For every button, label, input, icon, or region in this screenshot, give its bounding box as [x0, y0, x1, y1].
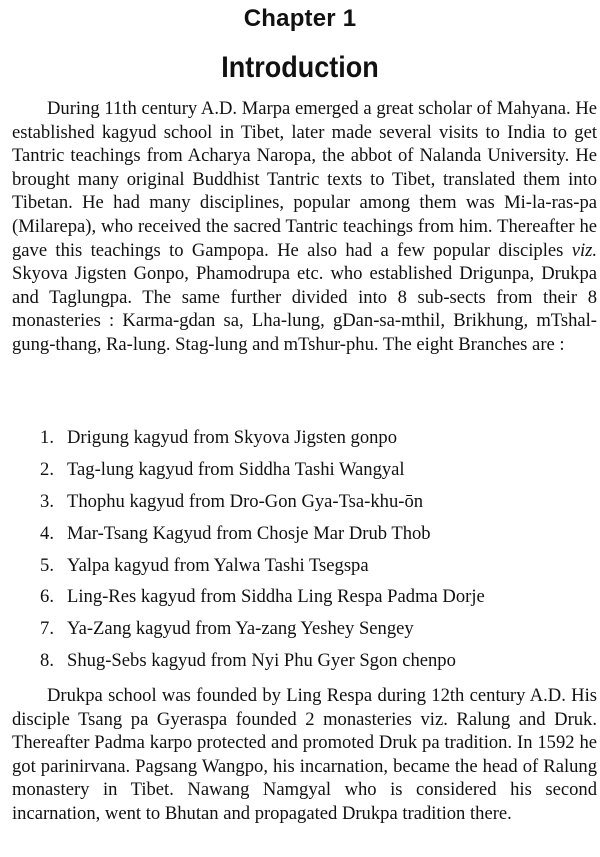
- list-item-text: Ling-Res kagyud from Siddha Ling Respa Padma Dorje: [67, 586, 485, 608]
- list-item: [0, 426, 600, 458]
- list-item-number: 6.: [40, 586, 54, 608]
- list-item: [0, 458, 600, 490]
- list-item-text: Shug-Sebs kagyud from Nyi Phu Gyer Sgon chenpo: [67, 650, 456, 672]
- list-item-number: 4.: [40, 522, 54, 544]
- chapter-number: Chapter 1: [243, 5, 357, 32]
- list-item-number: 5.: [40, 554, 54, 576]
- chapter-title: Introduction: [221, 51, 379, 84]
- drukpa-paragraph: Drukpa school was founded by Ling Respa during 12th century A.D. His disciple Tsang pa Gyeraspa founded 2 monasteries viz. Ralung and Druk. Thereafter Padma karpo protected and promoted Druk pa tradition. In 1592 he got parinirvana. Pagsang Wangpo, his incarnation, became the head of Ralung monastery in Tibet. Nawang Namgyal who is considered his second incarnation, went to Bhutan and propagated Drukpa tradition there.: [12, 685, 597, 824]
- list-item-text: Mar-Tsang Kagyud from Chosje Mar Drub Thob: [67, 522, 431, 544]
- list-item-text: Tag-lung kagyud from Siddha Tashi Wangyal: [67, 458, 405, 480]
- list-item-text: Ya-Zang kagyud from Ya-zang Yeshey Sengey: [67, 618, 414, 640]
- list-item: [0, 554, 600, 586]
- branch-list: [0, 426, 600, 681]
- list-item-text: Thophu kagyud from Dro-Gon Gya-Tsa-khu-ōn: [67, 490, 424, 512]
- list-item-number: 3.: [40, 490, 54, 512]
- list-item: [0, 585, 600, 617]
- list-item: [0, 649, 600, 681]
- list-item-text: Yalpa kagyud from Yalwa Tashi Tsegspa: [67, 554, 369, 576]
- list-item-number: 7.: [40, 618, 54, 640]
- list-item: [0, 617, 600, 649]
- list-item-number: 2.: [40, 458, 54, 480]
- list-item-number: 1.: [40, 427, 54, 448]
- list-item: [0, 490, 600, 522]
- list-item-text: Drigung kagyud from Skyova Jigsten gonpo: [67, 427, 398, 448]
- list-item-number: 8.: [40, 650, 54, 672]
- intro-paragraph: During 11th century A.D. Marpa emerged a great scholar of Mahyana. He established kagyud school in Tibet, later made several visits to India to get Tantric teachings from Acharya Naropa, the abbot of Nalanda University. He brought many original Buddhist Tantric texts to Tibet, translated them into Tibetan. He had many disciplines, popular among them was Mi-la-ras-pa (Milarepa), who received the sacred Tantric teachings from him. Thereafter he gave this teachings to Gampopa. He also had a few popular disciples viz. Skyova Jigsten Gonpo, Phamodrupa etc. who established Drigunpa, Drukpa and Taglungpa. The same further divided into 8 sub-sects from their 8 monasteries : Karma-gdan sa, Lha-lung, gDan-sa-mthil, Brikhung, mTshal-gung-thang, Ra-lung. Stag-lung and mTshur-phu. The eight Branches are :: [12, 98, 597, 355]
- list-item: [0, 522, 600, 554]
- italic-abbreviation: viz.: [571, 239, 597, 261]
